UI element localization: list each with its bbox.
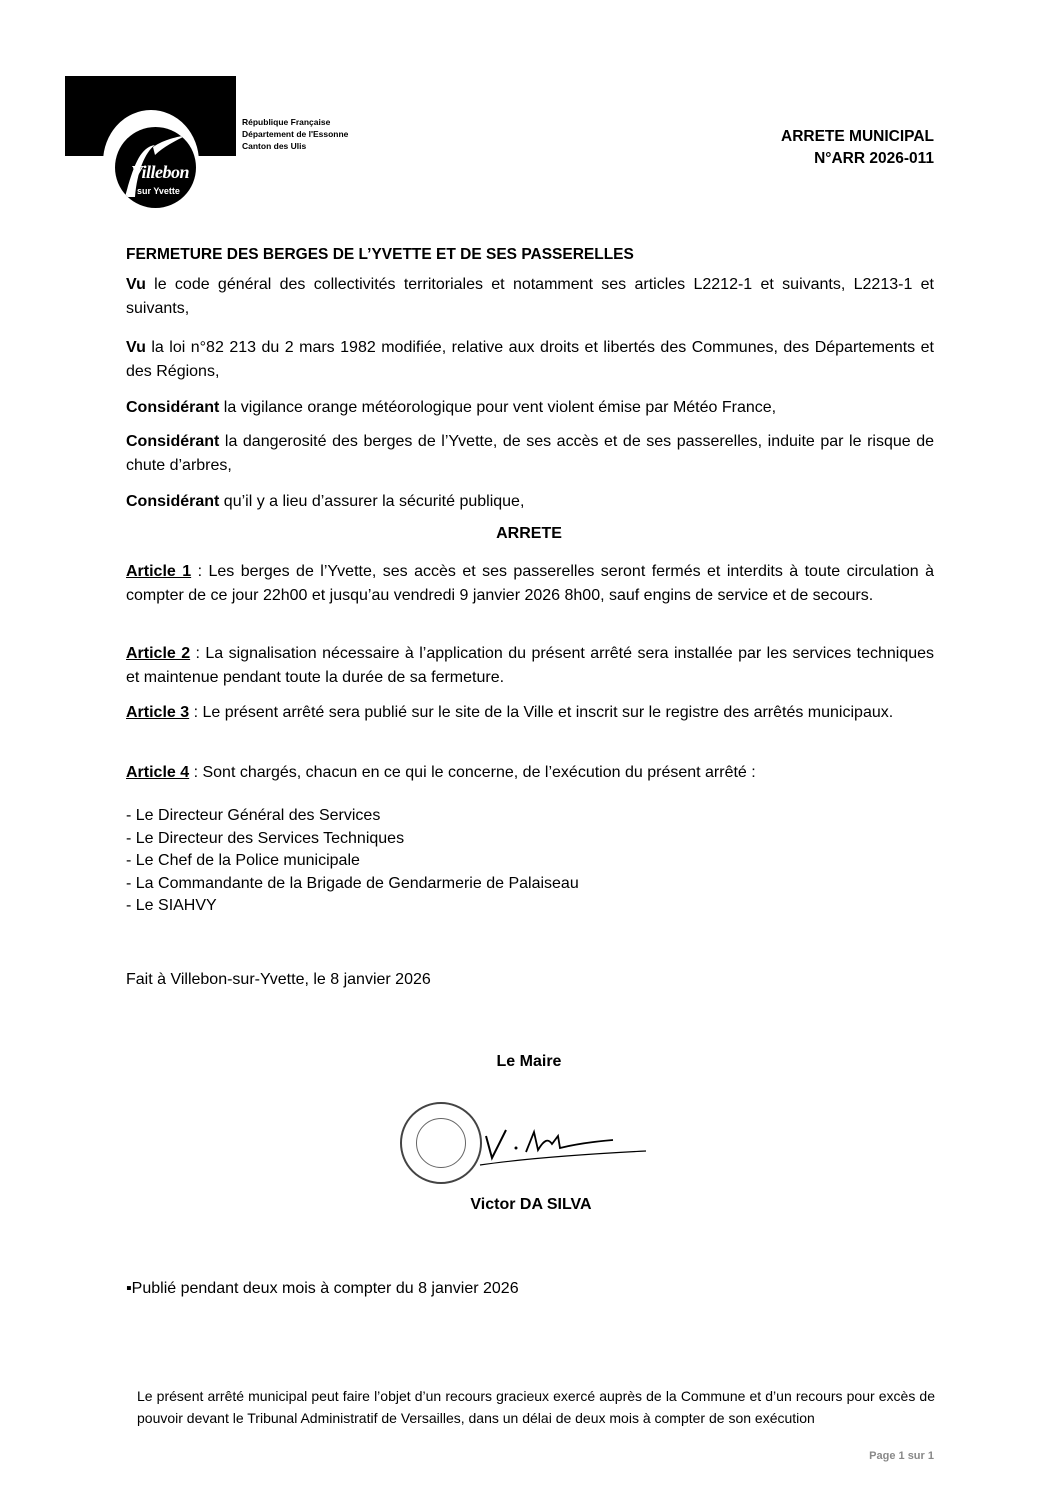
article-2 bbox=[126, 642, 934, 690]
list-item: - Le Directeur Général des Services bbox=[126, 807, 381, 824]
list-item: - La Commandante de la Brigade de Gendarmerie de Palaiseau bbox=[126, 874, 579, 892]
signature-role: Le Maire bbox=[496, 1053, 562, 1070]
document-title: FERMETURE DES BERGES DE L’YVETTE ET DE SES PASSERELLES bbox=[126, 246, 634, 263]
recours-notice: Le présent arrêté municipal peut faire l’objet d’un recours gracieux exercé auprès de la Commune et d’un recours pour excès de pouvoir devant le Tribunal Administratif de Versailles, dans un délai de deux mois à compter de son exécution bbox=[137, 1388, 935, 1426]
article-1 bbox=[126, 560, 934, 608]
article-3 bbox=[126, 701, 934, 725]
logo-text-sur-yvette: sur Yvette bbox=[137, 186, 180, 196]
considerant-1 bbox=[126, 396, 934, 420]
article-4 bbox=[126, 761, 934, 785]
arrete-heading: ARRETE bbox=[496, 525, 562, 542]
signer-name bbox=[0, 1196, 1058, 1214]
visa-text: la dangerosité des berges de l’Yvette, de ses accès et de ses passerelles, induite par le risque de chute d’arbres, bbox=[126, 433, 934, 474]
article-text: : La signalisation nécessaire à l’application du présent arrêté sera installée par les services techniques et maintenue pendant toute la durée de sa fermeture. bbox=[126, 645, 935, 686]
meta-canton: Canton des Ulis bbox=[242, 141, 307, 151]
signature-icon bbox=[478, 1118, 648, 1168]
article-text: : Les berges de l’Yvette, ses accès et ses passerelles seront fermés et interdits à toute circulation à compter de ce jour 22h00 et jusqu’au vendredi 9 janvier 2026 8h00, sauf engins de service et de secours. bbox=[126, 563, 935, 604]
signer-name-text: Victor DA SILVA bbox=[470, 1196, 592, 1213]
visa-text: la vigilance orange météorologique pour vent violent émise par Météo France, bbox=[219, 399, 777, 416]
considerant-3 bbox=[126, 490, 934, 514]
article-text: : Le présent arrêté sera publié sur le site de la Ville et inscrit sur le registre des arrêtés municipaux. bbox=[189, 704, 894, 721]
meta-republique: République Française bbox=[242, 117, 331, 127]
responsables-list bbox=[126, 805, 579, 918]
arrete-title: ARRETE MUNICIPAL bbox=[781, 128, 934, 145]
list-item: - Le SIAHVY bbox=[126, 897, 217, 914]
seal-inner-ring bbox=[416, 1118, 466, 1168]
list-item: - Le Directeur des Services Techniques bbox=[126, 829, 405, 847]
article-label: Article 3 bbox=[126, 704, 190, 721]
visa-1 bbox=[126, 273, 934, 321]
visa-text: la loi n°82 213 du 2 mars 1982 modifiée, relative aux droits et libertés des Communes, des Départements et des Régions, bbox=[126, 339, 934, 380]
considerant-2 bbox=[126, 430, 934, 478]
arrete-number: N°ARR 2026-011 bbox=[814, 150, 934, 167]
article-text: : Sont chargés, chacun en ce qui le concerne, de l’exécution du présent arrêté : bbox=[189, 764, 756, 781]
article-label: Article 4 bbox=[126, 764, 190, 781]
publication-note: ▪Publié pendant deux mois à compter du 8 janvier 2026 bbox=[126, 1280, 519, 1297]
arrete-header bbox=[781, 126, 934, 170]
article-label: Article 2 bbox=[126, 645, 191, 662]
header-meta bbox=[242, 116, 348, 152]
article-label: Article 1 bbox=[126, 563, 192, 580]
fait-a: Fait à Villebon-sur-Yvette, le 8 janvier 2026 bbox=[126, 971, 431, 988]
page-number: Page 1 sur 1 bbox=[869, 1450, 934, 1462]
visa-lead: Vu bbox=[126, 339, 146, 356]
visa-lead: Considérant bbox=[126, 399, 220, 416]
visa-lead: Considérant bbox=[126, 493, 220, 510]
list-item: - Le Chef de la Police municipale bbox=[126, 852, 360, 869]
logo-text-villebon: Villebon bbox=[131, 162, 190, 182]
visa-text: le code général des collectivités territoriales et notamment ses articles L2212-1 et suivants, L2213-1 et suivants, bbox=[126, 276, 934, 317]
visa-lead: Vu bbox=[126, 276, 146, 293]
meta-departement: Département de l'Essonne bbox=[242, 129, 349, 139]
visa-text: qu’il y a lieu d’assurer la sécurité publique, bbox=[219, 493, 525, 510]
visa-2 bbox=[126, 336, 934, 384]
visa-lead: Considérant bbox=[126, 433, 220, 450]
